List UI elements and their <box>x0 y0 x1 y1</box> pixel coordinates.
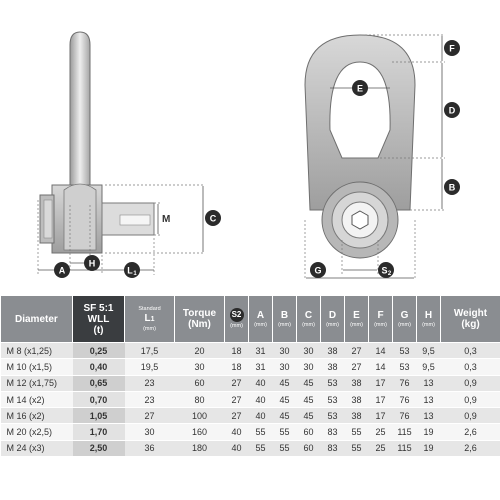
table-cell: 19 <box>417 440 441 456</box>
table-cell: 17 <box>369 408 393 424</box>
table-cell: 19,5 <box>125 359 175 375</box>
table-cell: 45 <box>297 375 321 391</box>
table-row <box>1 375 500 391</box>
table-cell: 76 <box>393 375 417 391</box>
table-cell: 53 <box>393 343 417 359</box>
dim-E <box>352 80 368 96</box>
table-cell: 55 <box>273 424 297 440</box>
table-cell: 55 <box>249 424 273 440</box>
table-cell: 40 <box>225 440 249 456</box>
table-row <box>1 359 500 375</box>
cell-wll: 0,65 <box>73 375 125 391</box>
cell-diameter: M 10 (x1,5) <box>1 359 73 375</box>
dim-G <box>310 262 326 278</box>
s2-badge: S2 <box>230 308 244 322</box>
cell-diameter: M 16 (x2) <box>1 408 73 424</box>
table-cell: 18 <box>225 343 249 359</box>
header-f: F (mm) <box>369 296 393 343</box>
table-cell: 27 <box>225 391 249 407</box>
table-cell: 23 <box>125 375 175 391</box>
table-cell: 30 <box>125 424 175 440</box>
header-standard-l1: Standard L1 (mm) <box>125 296 175 343</box>
table-cell: 2,6 <box>441 424 500 440</box>
dim-A <box>54 262 70 278</box>
table-cell: 40 <box>249 391 273 407</box>
table-cell: 40 <box>249 408 273 424</box>
table-cell: 14 <box>369 343 393 359</box>
header-h: H (mm) <box>417 296 441 343</box>
table-cell: 45 <box>273 408 297 424</box>
header-s2: S2 (mm) <box>225 296 249 343</box>
table-cell: 38 <box>345 375 369 391</box>
cell-wll: 1,70 <box>73 424 125 440</box>
table-cell: 53 <box>321 375 345 391</box>
cell-wll: 2,50 <box>73 440 125 456</box>
table-cell: 76 <box>393 391 417 407</box>
dim-M-label: M <box>162 214 171 225</box>
cell-diameter: M 14 (x2) <box>1 391 73 407</box>
table-cell: 38 <box>321 343 345 359</box>
table-cell: 9,5 <box>417 359 441 375</box>
header-torque: Torque (Nm) <box>175 296 225 343</box>
front-view <box>305 35 445 280</box>
table-cell: 20 <box>175 343 225 359</box>
table-cell: 40 <box>249 375 273 391</box>
table-cell: 40 <box>225 424 249 440</box>
dim-F <box>444 40 460 56</box>
cell-wll: 0,40 <box>73 359 125 375</box>
table-cell: 31 <box>249 359 273 375</box>
table-cell: 13 <box>417 375 441 391</box>
table-row <box>1 343 500 359</box>
dim-E-label: E <box>356 83 364 94</box>
dim-L1 <box>124 262 140 278</box>
table-cell: 0,9 <box>441 408 500 424</box>
table-cell: 30 <box>297 343 321 359</box>
cell-diameter: M 24 (x3) <box>1 440 73 456</box>
header-d: D (mm) <box>321 296 345 343</box>
spec-table <box>0 295 500 457</box>
dim-F-label: F <box>449 43 455 54</box>
table-cell: 31 <box>249 343 273 359</box>
header-weight: Weight (kg) <box>441 296 500 343</box>
table-cell: 36 <box>125 440 175 456</box>
table-cell: 45 <box>297 408 321 424</box>
header-diameter: Diameter <box>1 296 73 343</box>
table-cell: 38 <box>345 391 369 407</box>
table-cell: 0,3 <box>441 343 500 359</box>
table-cell: 27 <box>225 375 249 391</box>
header-c: C (mm) <box>297 296 321 343</box>
table-cell: 13 <box>417 391 441 407</box>
table-cell: 38 <box>321 359 345 375</box>
header-g: G (mm) <box>393 296 417 343</box>
table-cell: 55 <box>249 440 273 456</box>
table-cell: 13 <box>417 408 441 424</box>
table-cell: 55 <box>345 440 369 456</box>
table-cell: 30 <box>297 359 321 375</box>
dim-H <box>84 255 100 271</box>
table-cell: 0,9 <box>441 375 500 391</box>
table-cell: 0,9 <box>441 391 500 407</box>
svg-text:S <box>381 265 387 275</box>
dim-S2-sub: 2 <box>387 271 392 277</box>
table-cell: 23 <box>125 391 175 407</box>
table-cell: 2,6 <box>441 440 500 456</box>
table-cell: 45 <box>273 391 297 407</box>
table-header-row <box>1 296 500 343</box>
dim-H-label: H <box>88 258 96 269</box>
side-view <box>38 32 205 275</box>
dim-L1-label: L <box>127 265 133 276</box>
table-cell: 60 <box>175 375 225 391</box>
cell-diameter: M 12 (x1,75) <box>1 375 73 391</box>
table-cell: 180 <box>175 440 225 456</box>
table-cell: 14 <box>369 359 393 375</box>
table-cell: 60 <box>297 424 321 440</box>
table-cell: 100 <box>175 408 225 424</box>
table-cell: 53 <box>321 391 345 407</box>
cell-wll: 0,70 <box>73 391 125 407</box>
table-cell: 45 <box>297 391 321 407</box>
table-cell: 18 <box>225 359 249 375</box>
dim-C <box>205 210 221 226</box>
table-cell: 27 <box>125 408 175 424</box>
header-b: B (mm) <box>273 296 297 343</box>
table-cell: 115 <box>393 424 417 440</box>
dim-B <box>444 179 460 195</box>
table-cell: 80 <box>175 391 225 407</box>
dim-D <box>444 102 460 118</box>
table-cell: 17 <box>369 391 393 407</box>
table-cell: 60 <box>297 440 321 456</box>
table-cell: 45 <box>273 375 297 391</box>
table-row <box>1 408 500 424</box>
table-cell: 25 <box>369 440 393 456</box>
table-cell: 76 <box>393 408 417 424</box>
dim-D-label: D <box>448 105 456 116</box>
side-bail <box>70 32 90 200</box>
table-cell: 30 <box>273 359 297 375</box>
table-row <box>1 391 500 407</box>
table-cell: 27 <box>225 408 249 424</box>
table-cell: 25 <box>369 424 393 440</box>
cell-wll: 1,05 <box>73 408 125 424</box>
dim-A-label: A <box>58 265 66 276</box>
dim-G-label: G <box>314 265 322 276</box>
cell-diameter: M 8 (x1,25) <box>1 343 73 359</box>
table-cell: 27 <box>345 359 369 375</box>
dim-B-label: B <box>448 182 456 193</box>
table-cell: 38 <box>345 408 369 424</box>
table-cell: 83 <box>321 424 345 440</box>
table-cell: 160 <box>175 424 225 440</box>
dim-S2-label: S <box>381 265 388 276</box>
table-cell: 53 <box>393 359 417 375</box>
table-cell: 53 <box>321 408 345 424</box>
table-cell: 55 <box>345 424 369 440</box>
dim-S2 <box>378 262 394 278</box>
table-cell: 17,5 <box>125 343 175 359</box>
dim-L1-sub: 1 <box>133 271 137 277</box>
table-cell: 30 <box>175 359 225 375</box>
table-cell: 55 <box>273 440 297 456</box>
table-cell: 115 <box>393 440 417 456</box>
table-cell: 17 <box>369 375 393 391</box>
cell-wll: 0,25 <box>73 343 125 359</box>
dim-M <box>162 214 170 225</box>
table-cell: 30 <box>273 343 297 359</box>
table-row <box>1 440 500 456</box>
table-cell: 83 <box>321 440 345 456</box>
header-e: E (mm) <box>345 296 369 343</box>
table-cell: 27 <box>345 343 369 359</box>
table-cell: 0,3 <box>441 359 500 375</box>
header-wll: SF 5:1 WLL (t) <box>73 296 125 343</box>
table-cell: 9,5 <box>417 343 441 359</box>
cell-diameter: M 20 (x2,5) <box>1 424 73 440</box>
table-cell: 19 <box>417 424 441 440</box>
header-a: A (mm) <box>249 296 273 343</box>
table-row <box>1 424 500 440</box>
dim-C-label: C <box>209 213 217 224</box>
